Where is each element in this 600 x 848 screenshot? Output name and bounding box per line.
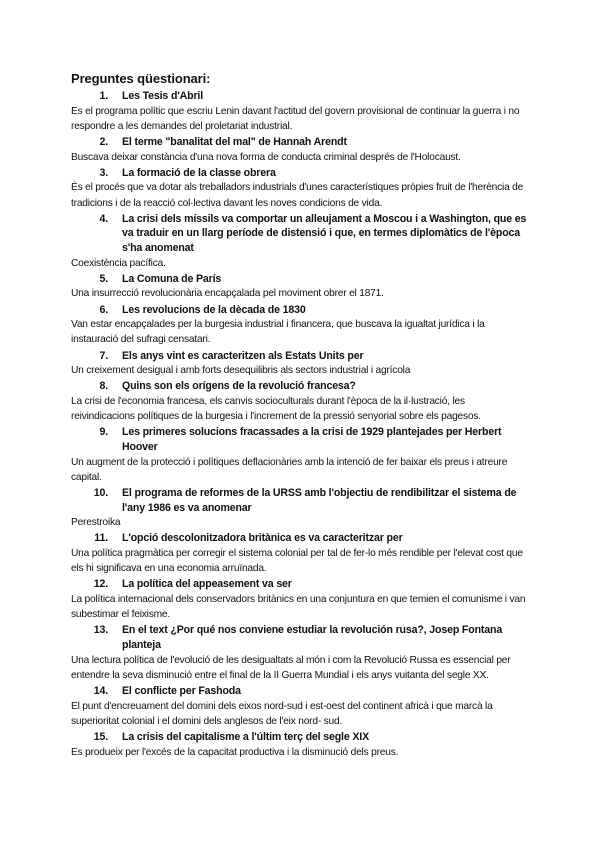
question-text: La Comuna de París [122,272,222,285]
question [85,486,531,515]
question-text: L'opció descolonitzadora britànica es va caracteritzar per [122,532,403,545]
question-text: La política del appeasement va ser [122,578,292,591]
question-number: 15. [93,730,108,743]
question-number: 3. [99,166,108,179]
answer-text: El punt d'encreuament del domini dels eixos nord-sud i est-oest del continent africà i que marcà la superioritat colonial i el domini dels anglesos de l'eix nord- sud. [71,700,493,727]
answer-text: Es el programa polític que escriu Lenin davant l'actitud del govern provisional de continuar la guerra i no respondre a les demandes del proletariat industrial. [71,105,520,132]
question [85,577,531,592]
question-number: 2. [99,136,108,148]
question-item [71,531,531,576]
question-number: 14. [93,684,108,697]
question-text: La formació de la classe obrera [122,166,276,179]
question-item [71,303,531,348]
answer-text: Una insurrecció revolucionària encapçalada pel moviment obrer el 1871. [71,288,384,300]
answer-text: Perestroika [71,517,121,529]
question-list [71,89,531,760]
question-item [71,730,531,760]
question-text: El terme "banalitat del mal" de Hannah Arendt [122,136,347,148]
answer-text: Una lectura política de l'evolució de les desigualtats al món i com la Revolució Russa es essencial per entendre la seva disminució entre el final de la II Guerra Mundial i els anys vuitanta del segle XX. [71,654,511,681]
question [85,272,531,287]
question-text: Els anys vint es caracteritzen als Estats Units per [122,349,364,362]
question [85,89,531,104]
question-item [71,349,531,379]
question-item [71,623,531,683]
answer-text: Una política pragmàtica per corregir el sistema colonial per tal de fer-lo més rendible per l'elevat cost que els hi significava en una economia arruïnada. [71,547,523,575]
question-item [71,135,531,165]
question-number: 13. [93,624,108,637]
answer-text: La crisi de l'economia francesa, els canvis socioculturals durant l'època de la il·lustració, les reivindicacions polítiques de la burgesia i l'increment de la pressió senyorial sobre els pagesos. [71,395,481,423]
answer-text: Un creixement desigual i amb forts desequilibris als sectors industrial i agrícola [71,365,411,377]
question [85,531,531,546]
question [85,212,531,256]
question-item [71,166,531,211]
question [85,135,531,150]
question-text: Les Tesis d'Abril [122,90,204,102]
question-number: 7. [99,349,108,362]
question-item [71,684,531,729]
answer-text: És el procés que va dotar als treballadors industrials d'unes característiques pròpies fruit de l'herència de tradicions i de la reacció col·lectiva davant les noves condicions de vida. [71,182,524,209]
question-text: La crisi dels míssils va comportar un alleujament a Moscou i a Washington, que es va traduir en un llarg període de distensió i que, en termes diplomàtics de l'època s'ha anomenat [122,212,527,254]
question-item [71,272,531,302]
answer-text: Buscava deixar constància d'una nova forma de conducta criminal després de l'Holocaust. [71,151,461,163]
question [85,623,531,652]
question-number: 11. [94,532,108,545]
answer-text: Un augment de la protecció i polítiques deflacionàries amb la intenció de fer baixar els preus i atreure capital. [71,456,508,483]
question-text: El programa de reformes de la URSS amb l'objectiu de rendibilitzar el sistema de l'any 1986 es va anomenar [122,486,517,514]
question [85,303,531,318]
question-item [71,379,531,424]
question-text: En el text ¿Por qué nos conviene estudiar la revolución rusa?, Josep Fontana planteja [122,624,503,651]
question-text: Les primeres solucions fracassades a la crisi de 1929 plantejades per Herbert Hoover [122,426,502,453]
question [85,166,531,181]
question [85,425,531,454]
question [85,349,531,364]
question-item [71,577,531,622]
answer-text: Es produeix per l'excés de la capacitat productiva i la disminució dels preus. [71,746,399,758]
question-text: Les revolucions de la dècada de 1830 [122,303,306,316]
question-number: 9. [99,426,108,439]
answer-text: La política internacional dels conservadors britànics en una conjuntura en que temien el comunisme i van subestimar el feixisme. [71,593,526,621]
question-item [71,89,531,134]
question-number: 1. [99,90,108,102]
question [85,684,531,699]
answer-text: Van estar encapçalades per la burgesia industrial i financera, que buscava la igualtat jurídica i la instauració del sufragi censatari. [71,319,485,346]
question-number: 12. [93,578,108,591]
question-text: El conflicte per Fashoda [122,684,241,697]
question-item [71,486,531,530]
question-number: 4. [99,212,108,225]
question-text: Quins son els orígens de la revolució francesa? [122,380,356,393]
question-number: 5. [99,272,108,285]
question [85,730,531,745]
question-text: La crisis del capitalisme a l'últim terç del segle XIX [122,730,370,743]
document-page [71,70,531,761]
answer-text: Coexistència pacífica. [71,257,166,269]
question-item [71,425,531,485]
question-number: 10. [93,486,108,499]
page-title: Preguntes qüestionari: [71,71,211,86]
question [85,379,531,394]
question-number: 8. [99,380,108,393]
question-item [71,212,531,271]
question-number: 6. [99,303,108,316]
